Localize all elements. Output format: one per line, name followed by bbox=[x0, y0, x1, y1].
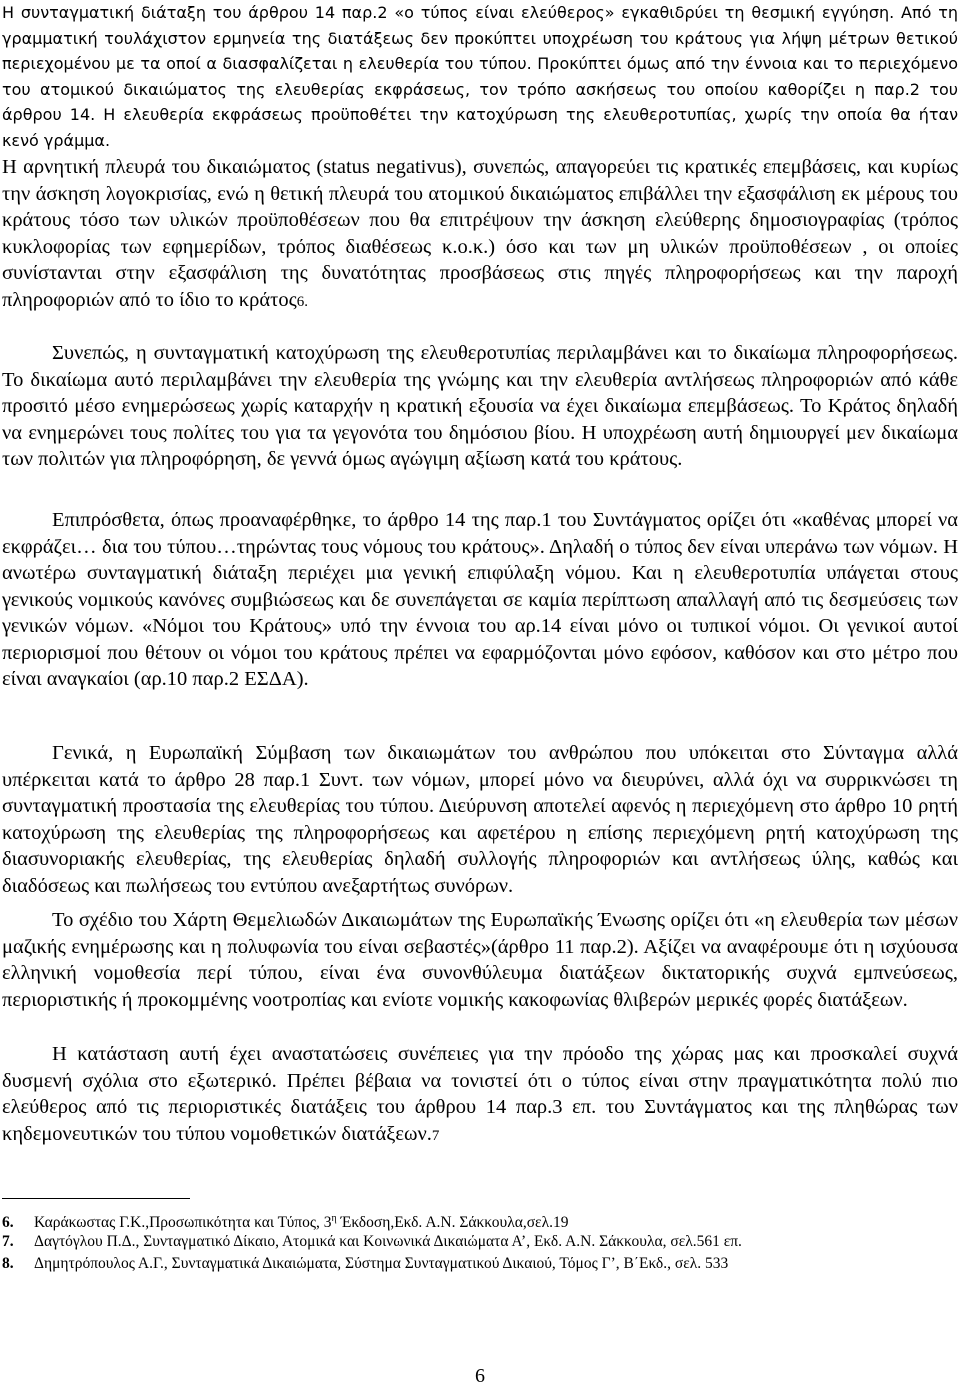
paragraph-text: Η συνταγματική διάταξη του άρθρου 14 παρ.2 «ο τύπος είναι ελεύθερος» εγκαθιδρύει τη θεσμική εγγύηση. Από τη γραμματική τουλάχιστον ερμηνεία της διατάξεως δεν προκύπτει υποχρέωση του κράτους για λήψη μέτρων θετικού περιεχομένου με τα οποί α διασφαλίζεται η ελευθερία του τύπου. Προκύπτει όμως από την έννοια και το περιεχόμενο του ατομικού δικαιώματος της ελευθερίας εκφράσεως, τον τρόπο ασκήσεως του οποίου καθορίζει η παρ.2 του άρθρου 14. Η ελευθερία εκφράσεως προϋποθέτει την κατοχύρωση της ελευθεροτυπίας, χωρίς την οποία θα ήταν κενό γράμμα. bbox=[2, 3, 958, 150]
page-number: 6 bbox=[475, 1365, 485, 1387]
footnote-text: Δαγτόγλου Π.Δ., Συνταγματικό Δίκαιο, Ατομικά και Κοινωνικά Δικαιώματα Α’, Εκδ. Α.Ν. Σάκκουλα, σελ.561 επ. bbox=[34, 1233, 742, 1250]
footnote-reference: 7 bbox=[431, 1127, 440, 1144]
paragraph-consequences bbox=[2, 1041, 958, 1149]
paragraph-general-law-reservation bbox=[2, 507, 958, 693]
footnote-8 bbox=[2, 1254, 958, 1273]
footnote-6 bbox=[2, 1209, 958, 1232]
footnote-number: 8. bbox=[2, 1255, 14, 1272]
footnote-superscript: η bbox=[331, 1213, 337, 1224]
paragraph-text: Επιπρόσθετα, όπως προαναφέρθηκε, το άρθρο 14 της παρ.1 του Συντάγματος ορίζει ότι «καθένας μπορεί να εκφράζει… δια του τύπου…τηρώντας τους νόμους του κράτους». Δηλαδή ο τύπος δεν είναι υπεράνω των νόμων. Η ανωτέρω συνταγματική διάταξη περιέχει μια γενική επιφύλαξη νόμου. Και η ελευθεροτυπία υπάγεται στους γενικούς νομικούς κανόνες συμβιώσεως και δε συνεπάγεται σε καμία περίπτωση απαλλαγή από τις δεσμεύσεις των γενικών νόμων. «Νόμοι του Κράτους» υπό την έννοια του αρ.14 είναι μόνο οι τυπικοί νόμοι. Οι γενικοί αυτοί περιορισμοί που θέτουν οι νόμοι του κράτους πρέπει να εφαρμόζονται μόνο εφόσον, καθόσον και στο μέτρο που είναι αναγκαίοι (αρ.10 παρ.2 ΕΣΔΑ). bbox=[2, 509, 958, 690]
footnote-number: 7. bbox=[2, 1233, 14, 1250]
footnote-number: 6. bbox=[2, 1214, 14, 1232]
paragraph-text: Η αρνητική πλευρά του δικαιώματος (status negativus), συνεπώς, απαγορεύει τις κρατικές επεμβάσεις, και κυρίως την άσκηση λογοκρισίας, ενώ η θετική πλευρά του ατομικού δικαιώματος επιβάλλει την εξασφάλιση εκ μέρους του κράτους τόσο των υλικών προϋποθέσεων που θα επιτρέψουν την άσκηση ελεύθερης δημοσιογραφίας (τρόπος κυκλοφορίας των εφημερίδων, τρόπος διαθέσεως κ.ο.κ.) όσο και των μη υλικών προϋποθέσεων , οι οποίες συνίστανται στην εξασφάλιση της δυνατότητας προσβάσεως στις πηγές πληροφορήσεως και την παροχή πληροφοριών από το ίδιο το κράτος bbox=[2, 156, 958, 311]
paragraph-text: Η κατάσταση αυτή έχει αναστατώσεις συνέπειες για την πρόοδο της χώρας μας και προσκαλεί συχνά δυσμενή σχόλια στο εξωτερικό. Πρέπει βέβαια να τονιστεί ότι ο τύπος είναι στην πραγματικότητα πολύ πιο ελεύθερος από τις περιοριστικές διατάξεις του άρθρου 14 παρ.3 επ. του Συντάγματος και της πληθώρας των κηδεμονευτικών του τύπου νομοθετικών διατάξεων. bbox=[2, 1043, 958, 1145]
footnote-text: Καράκωστας Γ.Κ.,Προσωπικότητα και Τύπος, 3 bbox=[34, 1214, 332, 1232]
paragraph-text: Το σχέδιο του Χάρτη Θεμελιωδών Δικαιωμάτων της Ευρωπαϊκής Ένωσης ορίζει ότι «η ελευθερία των μέσων μαζικής ενημέρωσης και η πολυφωνία του είναι σεβαστές»(άρθρο 11 παρ.2). Αξίζει να αναφέρουμε ότι η ισχύουσα ελληνική νομοθεσία περί τύπου, είναι ένα συνονθύλευμα διατάξεων δικτατορικής συχνά εμπνεύσεως, περιοριστικής ή προκομμένης νοοτροπίας και ενίοτε νομικής κακοφωνίας θλιβερών μερικές φορές διατάξεων. bbox=[2, 909, 958, 1011]
paragraph-text: Γενικά, η Ευρωπαϊκή Σύμβαση των δικαιωμάτων του ανθρώπου που υπόκειται στο Σύνταγμα αλλά υπέρκειται κατά το άρθρο 28 παρ.1 Συντ. των νόμων, μπορεί μόνο να διευρύνει, αλλά όχι να συρρικνώσει τη συνταγματική προστασία της ελευθερίας του τύπου. Διεύρυνση αποτελεί αφενός η περιεχόμενη στο άρθρο 10 ρητή κατοχύρωση της ελευθερίας της πληροφορήσεως και αφετέρου η επίσης περιεχόμενη ρητή κατοχύρωση της διασυνοριακής ελευθερίας, της ελευθερίας δηλαδή συλλογής πληροφοριών και αντλήσεως ύλης, καθώς και διαδόσεως και πωλήσεως του εντύπου ανεξαρτήτως συνόρων. bbox=[2, 742, 958, 897]
footnote-reference: 6. bbox=[296, 293, 308, 310]
paragraph-european-convention bbox=[2, 740, 958, 899]
footnote-7 bbox=[2, 1232, 958, 1251]
footnote-text-continued: Έκδοση,Εκδ. Α.Ν. Σάκκουλα,σελ.19 bbox=[336, 1214, 569, 1232]
paragraph-text: Συνεπώς, η συνταγματική κατοχύρωση της ελευθεροτυπίας περιλαμβάνει και το δικαίωμα πληροφορήσεως. Το δικαίωμα αυτό περιλαμβάνει την ελευθερία της γνώμης και την ελευθερία αντλήσεως πληροφοριών από κάθε προσιτό μέσο ενημερώσεως χωρίς καταρχήν η κρατική εξουσία να έχει δικαίωμα επεμβάσεως. Το Κράτος δηλαδή να ενημερώνει τους πολίτες του για τα γεγονότα του δημόσιου βίου. Η υποχρέωση αυτή δημιουργεί μεν δικαίωμα των πολιτών για πληροφόρηση, δε γεννά όμως αγώγιμη αξίωση κατά του κράτους. bbox=[2, 342, 958, 470]
footnote-text: Δημητρόπουλος Α.Γ., Συνταγματικά Δικαιώματα, Σύστημα Συνταγματικού Δικαιού, Τόμος Γ’, Β΄Εκδ., σελ. 533 bbox=[34, 1255, 729, 1272]
paragraph-press-freedom-guarantee bbox=[2, 0, 958, 153]
paragraph-negative-positive-side bbox=[2, 154, 958, 315]
footnote-separator bbox=[2, 1198, 190, 1199]
paragraph-right-to-information bbox=[2, 340, 958, 473]
paragraph-eu-charter bbox=[2, 907, 958, 1013]
